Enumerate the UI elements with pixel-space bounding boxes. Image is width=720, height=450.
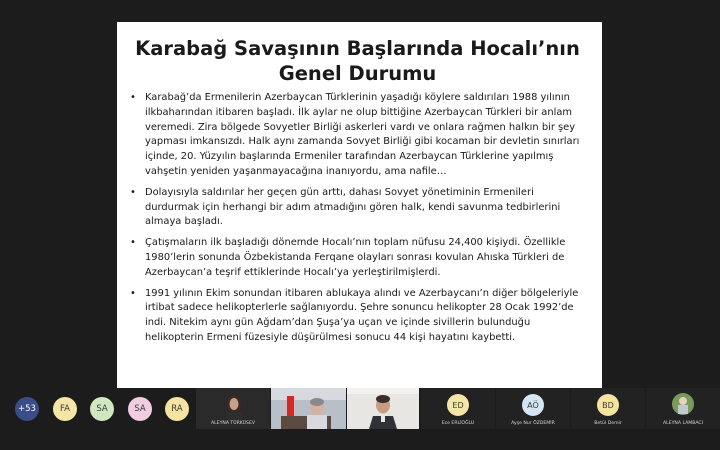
bullet-symbol: • (130, 237, 136, 249)
participant-tile[interactable] (347, 388, 419, 429)
participant-avatar[interactable]: SA (90, 397, 114, 421)
participant-name: Ayşe Nur ÖZDEMİR (511, 421, 555, 426)
participant-avatar[interactable]: FA (53, 397, 77, 421)
participant-tile[interactable] (571, 388, 645, 429)
participant-tile[interactable] (646, 388, 720, 429)
participant-tile[interactable] (421, 388, 495, 429)
participant-avatar[interactable]: RA (165, 397, 189, 421)
participant-avatar: AÖ (522, 394, 544, 416)
bullet-symbol: • (130, 186, 136, 198)
bullet-symbol: • (130, 92, 136, 103)
bullet-item (127, 186, 588, 230)
bullet-item (127, 236, 588, 280)
participant-avatar: BD (597, 394, 619, 416)
participant-tile[interactable] (196, 388, 270, 429)
participant-video (347, 388, 419, 429)
bullet-text: Dolayısıyla saldırılar her geçen gün arttı, dahası Sovyet yönetiminin Ermenileri durdurmak için herhangi bir adım atmadığını gören halk, kendi savunma tedbirlerini almaya başladı. (145, 186, 561, 228)
slide (117, 22, 602, 388)
bullet-text: 1991 yılının Ekim sonundan itibaren ablukaya alındı ve Azerbaycanı’n diğer bölgeleriyle irtibat sadece helikopterlerle sağlanıyordu. Şehre sonuncu helikopter 28 Ocak 1992’de indi. Nitekim aynı gün Ağdam’dan Şuşa’ya uçan ve içinde sivillerin bulunduğu helikopterin Ermeni füzesiyle düşürülmesi sonucu 44 kişi hayatını kaybetti. (145, 287, 579, 343)
more-participants-button[interactable]: +53 (15, 397, 39, 421)
slide-title-line-1: Karabağ Savaşının Başlarında Hocalı’nın (135, 37, 580, 60)
participant-tile[interactable] (496, 388, 570, 429)
slide-title (127, 36, 588, 86)
participant-name: Ece ERLİOĞLU (441, 421, 475, 426)
participant-video (271, 388, 346, 429)
participant-avatar: ED (447, 394, 469, 416)
bullet-list (127, 91, 588, 346)
bullet-item (127, 287, 588, 346)
participant-avatar[interactable]: SA (128, 397, 152, 421)
slide-title-line-2: Genel Durumu (278, 62, 437, 85)
bullet-symbol: • (130, 287, 136, 299)
participant-name: ALEYNA LAMBACI (663, 421, 703, 426)
participant-name: ALEYNA TÜRKÜSEV (210, 421, 256, 426)
participant-name: Betül Demir (594, 421, 622, 426)
bullet-item (127, 91, 588, 180)
participant-tile[interactable] (271, 388, 346, 429)
bullet-text: Karabağ’da Ermenilerin Azerbaycan Türklerinin yaşadığı köylere saldırıları 1988 yılının ilkbaharından itibaren başladı. İlk aylar ne olup bittiğine Azerbaycan Türkleri bir anlam veremedi. Zira bölgede Sovyetler Birliği askerleri vardı ve onlara rağmen halkın bir şey yapması imkansızdı. Halk aynı zamanda Sovyet Birliği gibi kocaman bir devletin sınırları içinde, 20. Yüzyılın başlarında Ermeniler tarafından Azerbaycan Türklerine yapılmış vahşetin yeniden yaşanmayacağına inanıyordu, ama nafile… (145, 92, 580, 177)
bullet-text: Çatışmaların ilk başladığı dönemde Hocalı’nın toplam nüfusu 24,400 kişiydi. Özellikle 1980’lerin sonunda Özbekistanda Ferqane olayları sonrası kovulan Ahıska Türkleri de Azerbaycan’a teşrif ettiklerinde Hocalı’ya yerleştirilmişlerdi. (145, 237, 566, 278)
